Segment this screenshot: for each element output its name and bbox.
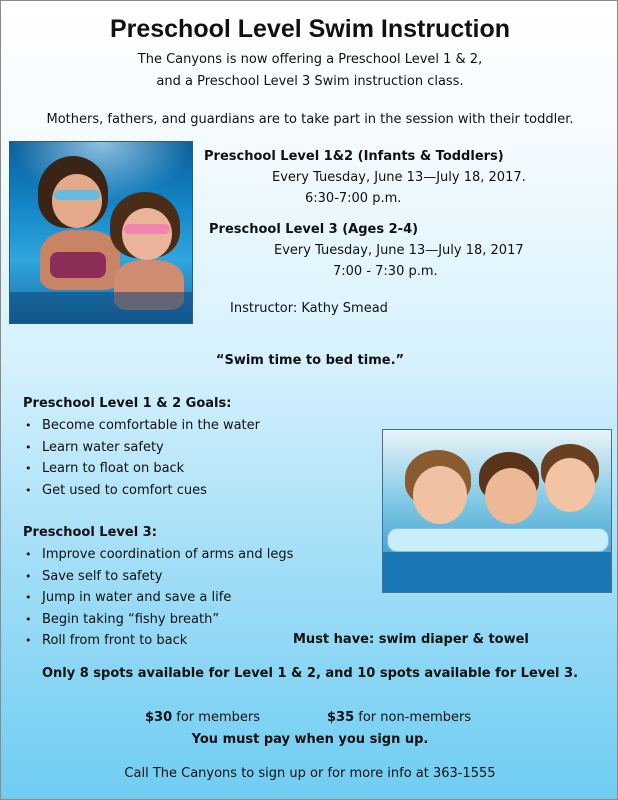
instructor: Instructor: Kathy Smead [230,301,388,316]
bullet-icon: • [25,548,32,561]
level3-heading: Preschool Level 3 (Ages 2-4) [209,222,419,237]
bullet-icon: • [25,440,32,454]
nonmembers-price: $35 for non-members [327,710,472,725]
page-title: Preschool Level Swim Instruction [109,15,511,43]
payment-note: You must pay when you sign up. [191,732,429,747]
quote: “Swim time to bed time.” [215,353,405,368]
bullet-icon: • [25,612,32,626]
level12-time: 6:30-7:00 p.m. [305,191,402,206]
underwater-girls-photo [9,141,193,324]
must-have: Must have: swim diaper & towel [293,632,529,647]
bullet-icon: • [25,591,32,604]
contact-info: Call The Canyons to sign up or for more info at 363-1555 [124,766,496,781]
intro-line-2: and a Preschool Level 3 Swim instruction class. [156,74,464,89]
goals12-list [23,415,353,501]
bullet-icon: • [25,462,32,475]
members-price: $30 for members [145,710,260,725]
level3-dates: Every Tuesday, June 13—July 18, 2017 [274,243,524,258]
kids-on-float-photo [382,429,612,593]
spots-available: Only 8 spots available for Level 1 & 2, and 10 spots available for Level 3. [41,666,579,681]
list-item: • Begin taking “fishy breath” [23,609,353,631]
intro-line-1: The Canyons is now offering a Preschool Level 1 & 2, [137,52,483,67]
list-item: • Improve coordination of arms and legs [23,544,353,566]
level12-dates: Every Tuesday, June 13—July 18, 2017. [272,170,526,185]
bullet-icon: • [25,634,32,647]
goals3-heading: Preschool Level 3: [23,525,157,540]
bullet-icon: • [25,483,32,497]
list-item: • Save self to safety [23,566,353,588]
list-item: • Learn to float on back [23,458,353,480]
bullet-icon: • [25,569,32,583]
level3-time: 7:00 - 7:30 p.m. [333,264,438,279]
list-item: • Jump in water and save a life [23,587,353,609]
list-item: • Roll from front to back [23,630,353,652]
level12-heading: Preschool Level 1&2 (Infants & Toddlers) [204,149,504,164]
goals12-heading: Preschool Level 1 & 2 Goals: [23,396,232,411]
list-item: • Get used to comfort cues [23,480,353,502]
list-item: • Learn water safety [23,437,353,459]
intro-line-3: Mothers, fathers, and guardians are to take part in the session with their toddler. [46,112,574,127]
bullet-icon: • [25,419,32,432]
list-item: • Become comfortable in the water [23,415,353,437]
